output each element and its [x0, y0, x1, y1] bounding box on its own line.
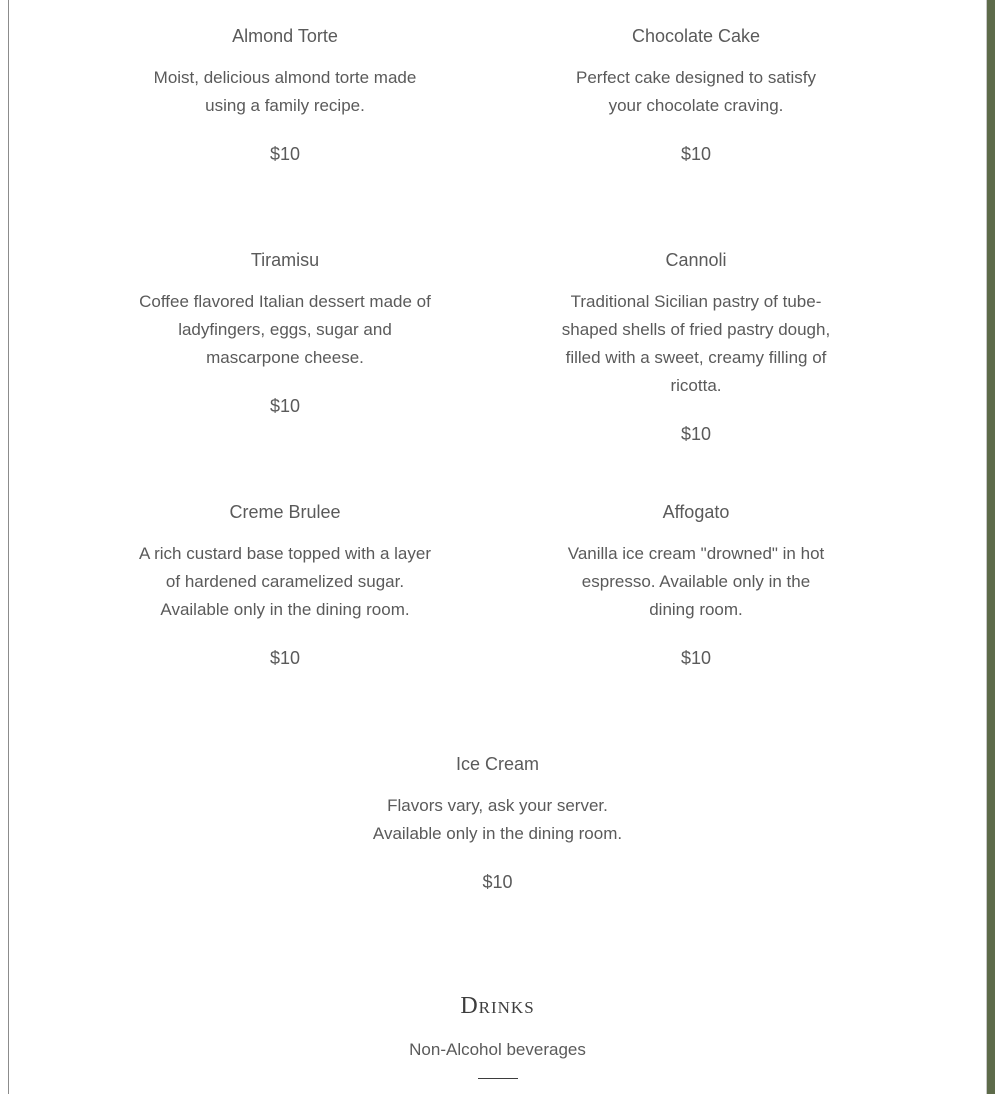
menu-item-description: Perfect cake designed to satisfy your chocolate craving. — [575, 68, 817, 115]
menu-item-price: $10 — [269, 144, 301, 164]
menu-item-name: Creme Brulee — [229, 502, 341, 522]
menu-item-name: Affogato — [662, 502, 730, 522]
menu-item-ice-cream — [355, 752, 640, 894]
menu-item-cannoli — [546, 248, 846, 446]
menu-item-price: $10 — [680, 144, 712, 164]
menu-item-affogato — [546, 500, 846, 670]
menu-item-description: Traditional Sicilian pastry of tube-shaped shells of fried pastry dough, filled with a sweet, creamy filling of ricotta. — [561, 292, 831, 395]
menu-item-price: $10 — [680, 424, 712, 444]
menu-item-name: Chocolate Cake — [631, 26, 761, 46]
menu-item-almond-torte — [135, 24, 435, 166]
menu-item-name: Cannoli — [665, 250, 727, 270]
menu-item-price: $10 — [269, 396, 301, 416]
menu-item-name: Tiramisu — [250, 250, 320, 270]
scrollbar-track[interactable] — [986, 0, 995, 1094]
menu-item-creme-brulee — [135, 500, 435, 670]
section-divider — [478, 1078, 518, 1079]
menu-item-price: $10 — [680, 648, 712, 668]
menu-item-price: $10 — [482, 872, 513, 892]
menu-item-price: $10 — [269, 648, 301, 668]
menu-item-name: Ice Cream — [455, 754, 540, 774]
menu-item-name: Almond Torte — [232, 26, 338, 46]
section-subtitle: Non-Alcohol beverages — [409, 1040, 586, 1059]
menu-item-tiramisu — [135, 248, 435, 418]
menu-item-description: Moist, delicious almond torte made using a family recipe. — [153, 68, 417, 115]
menu-item-description: Flavors vary, ask your server. Available only in the dining room. — [372, 796, 623, 843]
menu-item-description: Vanilla ice cream "drowned" in hot espresso. Available only in the dining room. — [567, 544, 825, 619]
section-title-drinks: Drinks — [460, 993, 535, 1019]
menu-item-description: Coffee flavored Italian dessert made of ladyfingers, eggs, sugar and mascarpone cheese. — [139, 292, 431, 367]
menu-item-chocolate-cake — [546, 24, 846, 166]
menu-item-description: A rich custard base topped with a layer of hardened caramelized sugar. Available only in the dining room. — [139, 544, 431, 619]
